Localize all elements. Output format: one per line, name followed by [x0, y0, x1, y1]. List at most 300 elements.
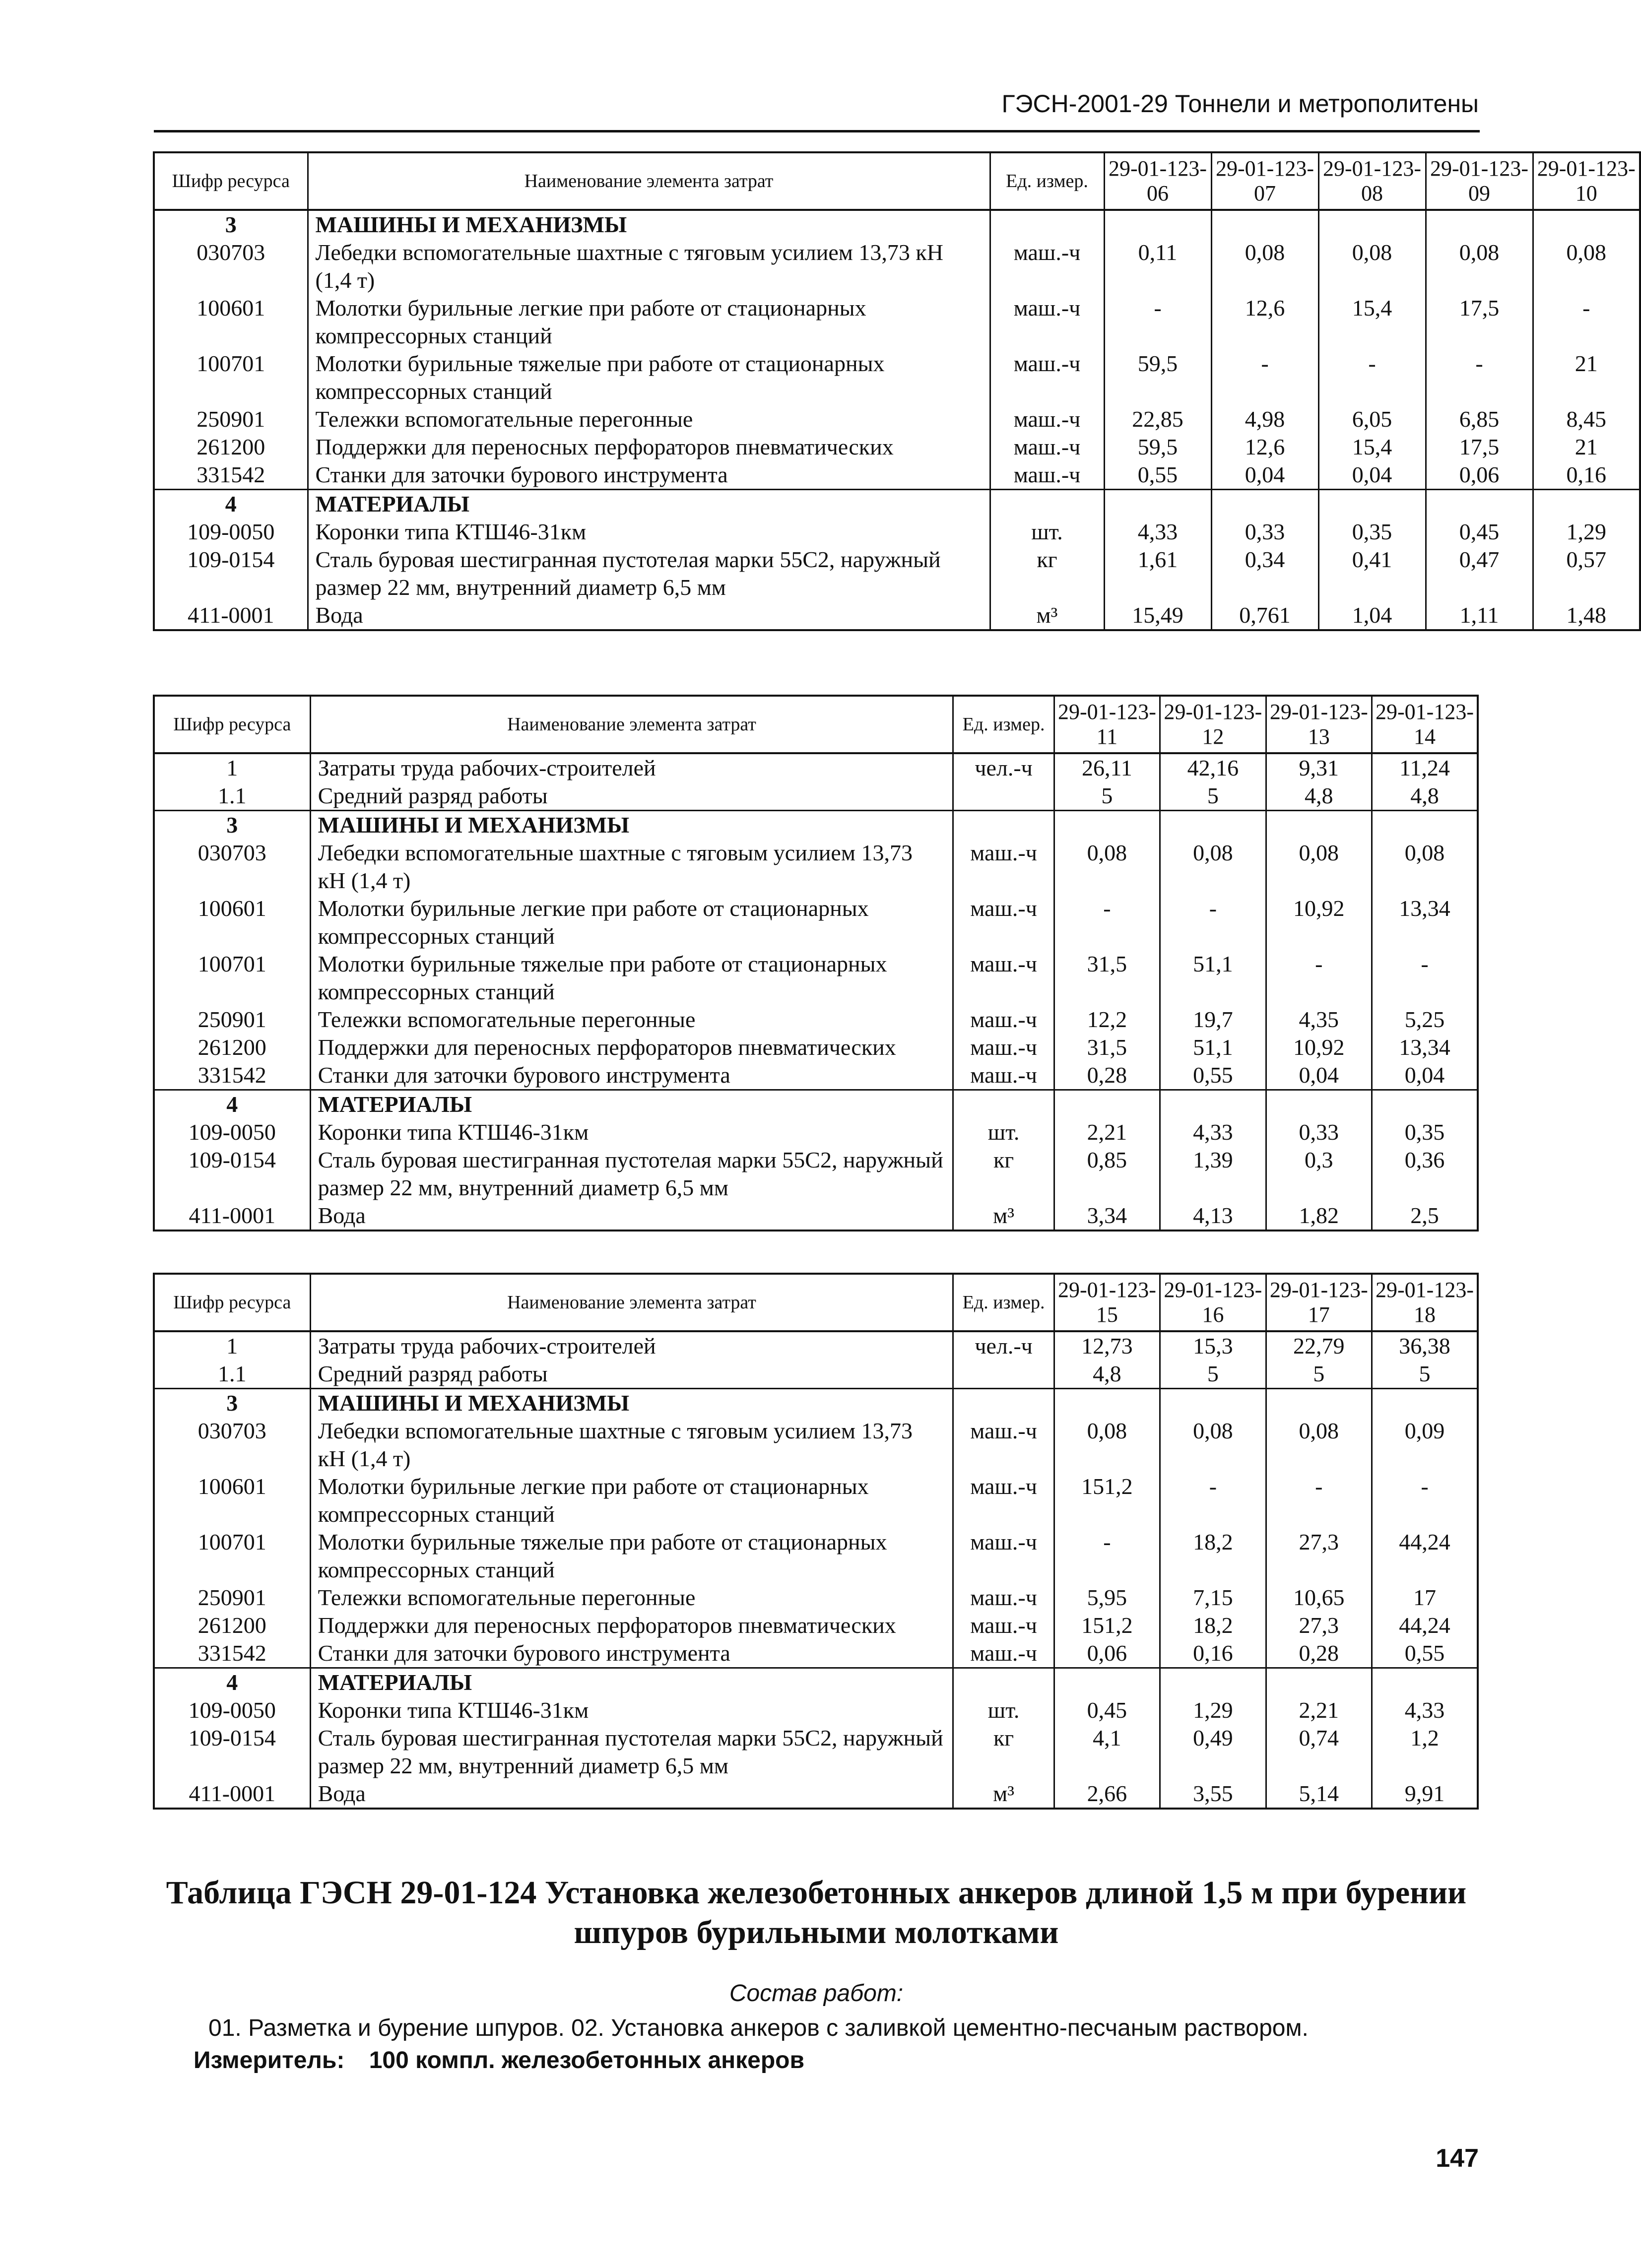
empty-cell: [1533, 210, 1640, 239]
empty-cell: [1372, 1668, 1478, 1697]
resource-name: Затраты труда рабочих-строителей: [310, 753, 953, 782]
empty-cell: [990, 490, 1104, 518]
norm-value: 44,24: [1372, 1528, 1478, 1584]
resource-name: Коронки типа КТШ46-31км: [310, 1118, 953, 1146]
norm-value: 0,08: [1533, 239, 1640, 294]
norm-value: 11,24: [1372, 753, 1478, 782]
resource-name: Сталь буровая шестигранная пустотелая марки 55С2, наружный размер 22 мм, внутренний диаметр 6,5 мм: [308, 546, 990, 601]
norm-value: 4,8: [1372, 782, 1478, 811]
norm-value: 22,85: [1104, 405, 1211, 433]
resource-name: Молотки бурильные тяжелые при работе от стационарных компрессорных станций: [310, 1528, 953, 1584]
table-row: [154, 1360, 1478, 1389]
table-row: [154, 1584, 1478, 1612]
resource-code: 411-0001: [154, 601, 308, 630]
norm-value: 0,28: [1266, 1639, 1372, 1668]
norm-value: 9,31: [1266, 753, 1372, 782]
resource-name: Сталь буровая шестигранная пустотелая марки 55С2, наружный размер 22 мм, внутренний диаметр 6,5 мм: [310, 1724, 953, 1780]
norm-value: 17: [1372, 1584, 1478, 1612]
norm-value: -: [1318, 350, 1426, 405]
resource-unit: маш.-ч: [990, 350, 1104, 405]
resource-unit: чел.-ч: [953, 1331, 1054, 1360]
header-norm-code: 29-01-123-16: [1160, 1274, 1266, 1331]
norm-value: 0,08: [1266, 839, 1372, 895]
resource-name: Станки для заточки бурового инструмента: [310, 1061, 953, 1090]
norm-value: 4,1: [1054, 1724, 1160, 1780]
norm-value: 0,04: [1211, 461, 1318, 490]
section-title: МАШИНЫ И МЕХАНИЗМЫ: [308, 210, 990, 239]
section-row: [154, 1090, 1478, 1119]
norm-value: 1,11: [1426, 601, 1533, 630]
norm-value: -: [1104, 294, 1211, 350]
empty-cell: [1054, 1090, 1160, 1119]
norm-value: 17,5: [1426, 433, 1533, 461]
norm-value: -: [1266, 950, 1372, 1006]
resource-table: [153, 151, 1641, 631]
norm-value: 51,1: [1160, 950, 1266, 1006]
table-row: [154, 1061, 1478, 1090]
table-row: [154, 1034, 1478, 1061]
header-element-name: Наименование элемента затрат: [310, 696, 953, 753]
norm-value: 0,33: [1211, 518, 1318, 546]
header-norm-code: 29-01-123-06: [1104, 152, 1211, 210]
resource-name: Молотки бурильные тяжелые при работе от стационарных компрессорных станций: [310, 950, 953, 1006]
section-title: МАШИНЫ И МЕХАНИЗМЫ: [310, 1389, 953, 1418]
norm-value: 18,2: [1160, 1612, 1266, 1639]
meter-label: Измеритель:: [194, 2047, 345, 2074]
norm-value: 22,79: [1266, 1331, 1372, 1360]
table-header-row: [154, 152, 1640, 210]
norm-value: -: [1160, 1473, 1266, 1528]
norm-value: 4,35: [1266, 1006, 1372, 1034]
norm-value: 0,08: [1372, 839, 1478, 895]
table-row: [154, 1696, 1478, 1724]
norm-value: 5: [1266, 1360, 1372, 1389]
norm-value: 0,08: [1426, 239, 1533, 294]
resource-code: 261200: [154, 1034, 310, 1061]
norm-value: 10,92: [1266, 895, 1372, 950]
resource-unit: м³: [990, 601, 1104, 630]
norm-value: 1,48: [1533, 601, 1640, 630]
norm-value: 59,5: [1104, 350, 1211, 405]
norm-value: 0,08: [1160, 839, 1266, 895]
resource-code: 331542: [154, 1061, 310, 1090]
resource-name: Молотки бурильные легкие при работе от стационарных компрессорных станций: [310, 895, 953, 950]
norm-value: 0,49: [1160, 1724, 1266, 1780]
table-row: [154, 1612, 1478, 1639]
section-code: 4: [154, 1090, 310, 1119]
empty-cell: [1160, 811, 1266, 840]
norm-value: 4,33: [1160, 1118, 1266, 1146]
norm-value: -: [1426, 350, 1533, 405]
header-unit: Ед. измер.: [990, 152, 1104, 210]
norm-value: 0,3: [1266, 1146, 1372, 1202]
norm-value: 7,15: [1160, 1584, 1266, 1612]
norm-value: 4,33: [1104, 518, 1211, 546]
section-code: 4: [154, 490, 308, 518]
norm-value: 0,11: [1104, 239, 1211, 294]
norm-value: 15,4: [1318, 433, 1426, 461]
resource-name: Станки для заточки бурового инструмента: [308, 461, 990, 490]
header-norm-code: 29-01-123-10: [1533, 152, 1640, 210]
resource-code: 331542: [154, 461, 308, 490]
resource-unit: маш.-ч: [953, 1528, 1054, 1584]
norm-value: 2,66: [1054, 1780, 1160, 1809]
header-norm-code: 29-01-123-09: [1426, 152, 1533, 210]
norm-value: -: [1211, 350, 1318, 405]
norm-value: 1,2: [1372, 1724, 1478, 1780]
norm-value: 21: [1533, 350, 1640, 405]
resource-name: Поддержки для переносных перфораторов пневматических: [308, 433, 990, 461]
norm-value: 0,08: [1054, 1417, 1160, 1473]
norm-value: 2,21: [1266, 1696, 1372, 1724]
norm-value: 0,55: [1372, 1639, 1478, 1668]
resource-name: Вода: [308, 601, 990, 630]
section-code: 3: [154, 811, 310, 840]
resource-code: 100601: [154, 294, 308, 350]
section-row: [154, 1668, 1478, 1697]
norm-value: 1,82: [1266, 1202, 1372, 1231]
resource-code: 261200: [154, 1612, 310, 1639]
resource-unit: шт.: [990, 518, 1104, 546]
table-row: [154, 1146, 1478, 1202]
header-resource-code: Шифр ресурса: [154, 1274, 310, 1331]
norm-value: 15,4: [1318, 294, 1426, 350]
empty-cell: [953, 1389, 1054, 1418]
norm-value: -: [1054, 895, 1160, 950]
empty-cell: [1211, 490, 1318, 518]
norm-value: 31,5: [1054, 950, 1160, 1006]
resource-unit: шт.: [953, 1696, 1054, 1724]
norm-value: 21: [1533, 433, 1640, 461]
empty-cell: [953, 1090, 1054, 1119]
resource-unit: маш.-ч: [990, 294, 1104, 350]
resource-code: 030703: [154, 239, 308, 294]
norm-value: 4,8: [1266, 782, 1372, 811]
empty-cell: [1318, 210, 1426, 239]
empty-cell: [1533, 490, 1640, 518]
norm-value: 4,8: [1054, 1360, 1160, 1389]
norm-value: 0,36: [1372, 1146, 1478, 1202]
empty-cell: [1160, 1389, 1266, 1418]
norm-value: 0,08: [1318, 239, 1426, 294]
norm-value: 0,55: [1104, 461, 1211, 490]
section-title: МАТЕРИАЛЫ: [310, 1090, 953, 1119]
resource-code: 109-0154: [154, 546, 308, 601]
section-row: [154, 210, 1640, 239]
norm-value: 15,49: [1104, 601, 1211, 630]
resource-unit: маш.-ч: [953, 1034, 1054, 1061]
resource-code: 100701: [154, 350, 308, 405]
table-row: [154, 753, 1478, 782]
header-norm-code: 29-01-123-12: [1160, 696, 1266, 753]
resource-code: 250901: [154, 1584, 310, 1612]
norm-value: 13,34: [1372, 1034, 1478, 1061]
resource-name: Лебедки вспомогательные шахтные с тяговым усилием 13,73 кН (1,4 т): [308, 239, 990, 294]
norm-value: 0,06: [1054, 1639, 1160, 1668]
resource-name: Коронки типа КТШ46-31км: [310, 1696, 953, 1724]
resource-unit: маш.-ч: [953, 950, 1054, 1006]
norm-value: 0,85: [1054, 1146, 1160, 1202]
resource-unit: маш.-ч: [990, 239, 1104, 294]
resource-code: 100701: [154, 950, 310, 1006]
resource-unit: маш.-ч: [953, 1061, 1054, 1090]
norm-value: 31,5: [1054, 1034, 1160, 1061]
section-row: [154, 490, 1640, 518]
table-row: [154, 839, 1478, 895]
norm-value: 0,28: [1054, 1061, 1160, 1090]
empty-cell: [1372, 811, 1478, 840]
header-norm-code: 29-01-123-11: [1054, 696, 1160, 753]
norm-value: 1,39: [1160, 1146, 1266, 1202]
norm-value: 5: [1372, 1360, 1478, 1389]
resource-name: Молотки бурильные легкие при работе от стационарных компрессорных станций: [310, 1473, 953, 1528]
norm-value: 0,761: [1211, 601, 1318, 630]
resource-unit: маш.-ч: [953, 1473, 1054, 1528]
norm-value: 3,34: [1054, 1202, 1160, 1231]
header-norm-code: 29-01-123-17: [1266, 1274, 1372, 1331]
norm-value: 59,5: [1104, 433, 1211, 461]
resource-unit: кг: [990, 546, 1104, 601]
resource-name: Тележки вспомогательные перегонные: [310, 1584, 953, 1612]
table-row: [154, 405, 1640, 433]
section-code: 4: [154, 1668, 310, 1697]
resource-code: 030703: [154, 839, 310, 895]
empty-cell: [1160, 1090, 1266, 1119]
table-header-row: [154, 696, 1478, 753]
resource-code: 109-0154: [154, 1724, 310, 1780]
norm-value: -: [1054, 1528, 1160, 1584]
page-number: 147: [1436, 2144, 1479, 2173]
empty-cell: [1104, 490, 1211, 518]
table-row: [154, 518, 1640, 546]
empty-cell: [953, 811, 1054, 840]
norm-value: -: [1372, 950, 1478, 1006]
norm-value: 42,16: [1160, 753, 1266, 782]
norm-value: 36,38: [1372, 1331, 1478, 1360]
norm-value: 0,45: [1426, 518, 1533, 546]
section-row: [154, 1389, 1478, 1418]
empty-cell: [990, 210, 1104, 239]
resource-name: Поддержки для переносных перфораторов пневматических: [310, 1612, 953, 1639]
resource-code: 1.1: [154, 1360, 310, 1389]
empty-cell: [1426, 490, 1533, 518]
resource-name: Коронки типа КТШ46-31км: [308, 518, 990, 546]
resource-unit: маш.-ч: [953, 1612, 1054, 1639]
table-row: [154, 1331, 1478, 1360]
empty-cell: [1372, 1090, 1478, 1119]
resource-table: [153, 1273, 1479, 1810]
norm-value: 44,24: [1372, 1612, 1478, 1639]
norm-value: 151,2: [1054, 1612, 1160, 1639]
header-norm-code: 29-01-123-18: [1372, 1274, 1478, 1331]
norm-value: 3,55: [1160, 1780, 1266, 1809]
resource-unit: [953, 782, 1054, 811]
norm-value: 5: [1160, 782, 1266, 811]
table-row: [154, 1118, 1478, 1146]
norm-value: 4,13: [1160, 1202, 1266, 1231]
resource-code: 109-0050: [154, 518, 308, 546]
composition-text: 01. Разметка и бурение шпуров. 02. Установка анкеров с заливкой цементно-песчаным раствором.: [208, 2015, 1309, 2041]
norm-value: 0,45: [1054, 1696, 1160, 1724]
empty-cell: [1266, 1090, 1372, 1119]
resource-unit: маш.-ч: [990, 405, 1104, 433]
table-row: [154, 433, 1640, 461]
norm-value: 12,6: [1211, 433, 1318, 461]
empty-cell: [1372, 1389, 1478, 1418]
resource-code: 109-0050: [154, 1696, 310, 1724]
resource-unit: маш.-ч: [953, 1584, 1054, 1612]
norm-value: 27,3: [1266, 1612, 1372, 1639]
table-row: [154, 1417, 1478, 1473]
norm-value: 1,04: [1318, 601, 1426, 630]
norm-value: 0,57: [1533, 546, 1640, 601]
header-element-name: Наименование элемента затрат: [308, 152, 990, 210]
norm-value: 6,85: [1426, 405, 1533, 433]
header-norm-code: 29-01-123-08: [1318, 152, 1426, 210]
norm-value: -: [1266, 1473, 1372, 1528]
header-norm-code: 29-01-123-15: [1054, 1274, 1160, 1331]
resource-code: 100601: [154, 1473, 310, 1528]
table-row: [154, 1202, 1478, 1231]
resource-unit: маш.-ч: [953, 839, 1054, 895]
table-row: [154, 895, 1478, 950]
resource-code: 1: [154, 1331, 310, 1360]
resource-code: 109-0050: [154, 1118, 310, 1146]
section-code: 3: [154, 1389, 310, 1418]
header-norm-code: 29-01-123-14: [1372, 696, 1478, 753]
resource-unit: маш.-ч: [953, 895, 1054, 950]
norm-value: 4,98: [1211, 405, 1318, 433]
resource-unit: маш.-ч: [953, 1639, 1054, 1668]
section-title: МАШИНЫ И МЕХАНИЗМЫ: [310, 811, 953, 840]
table-row: [154, 1473, 1478, 1528]
resource-code: 261200: [154, 433, 308, 461]
resource-unit: шт.: [953, 1118, 1054, 1146]
norm-value: 5,14: [1266, 1780, 1372, 1809]
resource-unit: маш.-ч: [953, 1006, 1054, 1034]
table-caption: Таблица ГЭСН 29-01-124 Установка железобетонных анкеров длиной 1,5 м при бурении шпуров бурильными молотками: [166, 1875, 1467, 1950]
norm-value: 5,25: [1372, 1006, 1478, 1034]
table-row: [154, 601, 1640, 630]
norm-value: 8,45: [1533, 405, 1640, 433]
table-row: [154, 950, 1478, 1006]
table-row: [154, 239, 1640, 294]
empty-cell: [1211, 210, 1318, 239]
norm-value: 51,1: [1160, 1034, 1266, 1061]
table-row: [154, 782, 1478, 811]
resource-code: 1: [154, 753, 310, 782]
resource-name: Средний разряд работы: [310, 782, 953, 811]
norm-value: 15,3: [1160, 1331, 1266, 1360]
norm-value: 0,74: [1266, 1724, 1372, 1780]
header-element-name: Наименование элемента затрат: [310, 1274, 953, 1331]
norm-value: 0,04: [1372, 1061, 1478, 1090]
empty-cell: [1160, 1668, 1266, 1697]
empty-cell: [1054, 1389, 1160, 1418]
empty-cell: [1318, 490, 1426, 518]
resource-code: 109-0154: [154, 1146, 310, 1202]
empty-cell: [1266, 811, 1372, 840]
norm-value: 5: [1054, 782, 1160, 811]
resource-name: Поддержки для переносных перфораторов пневматических: [310, 1034, 953, 1061]
resource-unit: м³: [953, 1202, 1054, 1231]
norm-value: 0,09: [1372, 1417, 1478, 1473]
norm-value: 18,2: [1160, 1528, 1266, 1584]
header-unit: Ед. измер.: [953, 1274, 1054, 1331]
norm-value: 0,08: [1211, 239, 1318, 294]
resource-name: Тележки вспомогательные перегонные: [308, 405, 990, 433]
resource-name: Молотки бурильные легкие при работе от стационарных компрессорных станций: [308, 294, 990, 350]
resource-name: Вода: [310, 1202, 953, 1231]
norm-value: 12,2: [1054, 1006, 1160, 1034]
norm-value: 0,16: [1533, 461, 1640, 490]
resource-name: Средний разряд работы: [310, 1360, 953, 1389]
resource-code: 1.1: [154, 782, 310, 811]
resource-unit: [953, 1360, 1054, 1389]
section-code: 3: [154, 210, 308, 239]
norm-value: 2,21: [1054, 1118, 1160, 1146]
resource-unit: маш.-ч: [990, 461, 1104, 490]
norm-value: 19,7: [1160, 1006, 1266, 1034]
norm-value: 1,29: [1160, 1696, 1266, 1724]
resource-unit: м³: [953, 1780, 1054, 1809]
resource-code: 100701: [154, 1528, 310, 1584]
resource-name: Тележки вспомогательные перегонные: [310, 1006, 953, 1034]
norm-value: 1,29: [1533, 518, 1640, 546]
table-row: [154, 461, 1640, 490]
norm-value: 2,5: [1372, 1202, 1478, 1231]
norm-value: 6,05: [1318, 405, 1426, 433]
empty-cell: [953, 1668, 1054, 1697]
norm-value: 0,35: [1372, 1118, 1478, 1146]
resource-code: 250901: [154, 405, 308, 433]
header-unit: Ед. измер.: [953, 696, 1054, 753]
norm-value: 27,3: [1266, 1528, 1372, 1584]
norm-value: 0,16: [1160, 1639, 1266, 1668]
resource-unit: чел.-ч: [953, 753, 1054, 782]
header-resource-code: Шифр ресурса: [154, 152, 308, 210]
resource-code: 331542: [154, 1639, 310, 1668]
table-row: [154, 1639, 1478, 1668]
norm-value: 0,04: [1318, 461, 1426, 490]
norm-value: 10,92: [1266, 1034, 1372, 1061]
empty-cell: [1426, 210, 1533, 239]
resource-unit: кг: [953, 1724, 1054, 1780]
norm-value: 26,11: [1054, 753, 1160, 782]
empty-cell: [1054, 811, 1160, 840]
header-resource-code: Шифр ресурса: [154, 696, 310, 753]
resource-name: Молотки бурильные тяжелые при работе от стационарных компрессорных станций: [308, 350, 990, 405]
norm-value: 0,08: [1054, 839, 1160, 895]
resource-table: [153, 695, 1479, 1231]
table-row: [154, 1724, 1478, 1780]
norm-value: 0,34: [1211, 546, 1318, 601]
resource-unit: кг: [953, 1146, 1054, 1202]
empty-cell: [1104, 210, 1211, 239]
resource-code: 411-0001: [154, 1202, 310, 1231]
norm-value: 0,35: [1318, 518, 1426, 546]
header-norm-code: 29-01-123-07: [1211, 152, 1318, 210]
norm-value: 5: [1160, 1360, 1266, 1389]
table-row: [154, 350, 1640, 405]
norm-value: 0,08: [1160, 1417, 1266, 1473]
norm-value: 0,55: [1160, 1061, 1266, 1090]
norm-value: 151,2: [1054, 1473, 1160, 1528]
table-header-row: [154, 1274, 1478, 1331]
resource-unit: маш.-ч: [990, 433, 1104, 461]
table-row: [154, 546, 1640, 601]
resource-code: 250901: [154, 1006, 310, 1034]
